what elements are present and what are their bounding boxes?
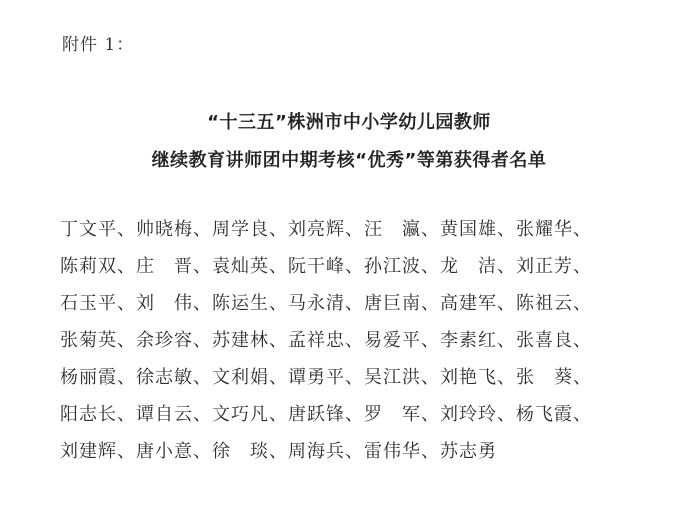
name-row: 丁文平、帅晓梅、周学良、刘亮辉、汪 瀛、黄国雄、张耀华、 <box>60 219 592 240</box>
name-row: 张菊英、余珍容、苏建林、孟祥忠、易爱平、李素红、张喜良、 <box>60 330 592 351</box>
document-title-line-2: 继续教育讲师团中期考核“优秀”等第获得者名单 <box>151 150 547 171</box>
name-row: 石玉平、刘 伟、陈运生、马永清、唐巨南、高建军、陈祖云、 <box>60 293 592 314</box>
document-title-line-1: “十三五”株洲市中小学幼儿园教师 <box>207 112 491 133</box>
name-row: 阳志长、谭自云、文巧凡、唐跃锋、罗 军、刘玲玲、杨飞霞、 <box>60 404 592 425</box>
attachment-label: 附件 1： <box>62 35 135 55</box>
name-row: 陈莉双、庄 晋、袁灿英、阮干峰、孙江波、龙 洁、刘正芳、 <box>60 256 592 277</box>
name-row: 杨丽霞、徐志敏、文利娟、谭勇平、吴江洪、刘艳飞、张 葵、 <box>60 367 592 388</box>
name-row: 刘建辉、唐小意、徐 琰、周海兵、雷伟华、苏志勇 <box>60 441 497 462</box>
name-list <box>60 218 680 477</box>
